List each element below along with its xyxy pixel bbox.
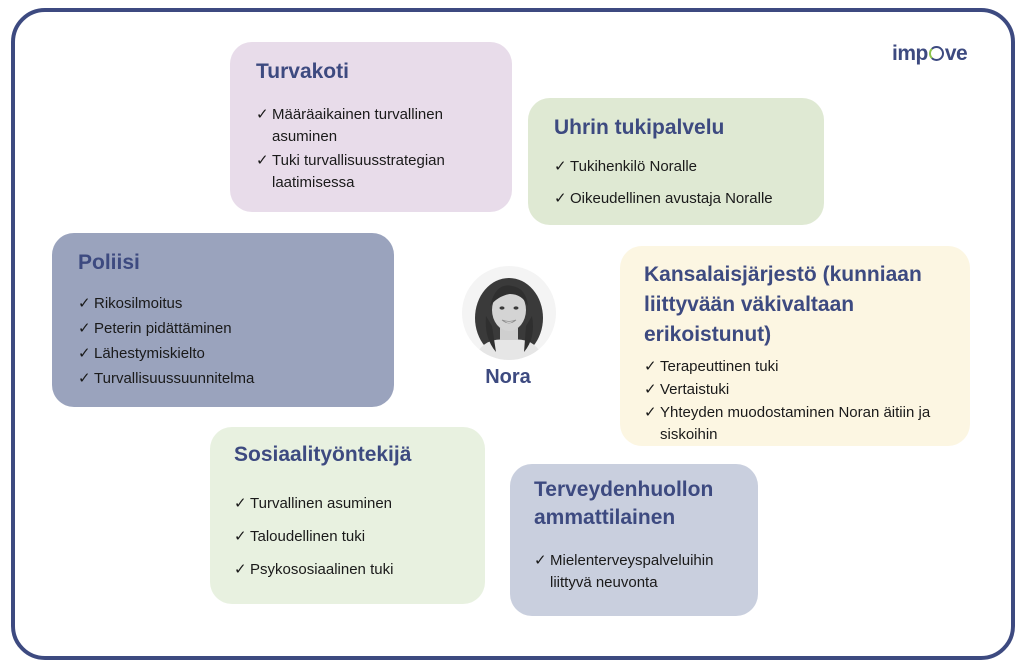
nora-avatar: [462, 266, 556, 360]
check-icon: ✓: [234, 495, 247, 512]
check-icon: ✓: [554, 190, 567, 207]
check-icon: ✓: [554, 158, 567, 175]
list-item: ✓ Terapeuttinen tuki: [644, 356, 958, 378]
card-poliisi: [52, 233, 394, 407]
list-item: ✓ Määräaikainen turvallinen asuminen: [256, 106, 443, 145]
list-item: ✓ Vertaistuki: [644, 379, 958, 401]
list-item: ✓ Oikeudellinen avustaja Noralle: [554, 188, 808, 210]
check-icon: ✓: [256, 152, 269, 169]
list-item: ✓ Yhteyden muodostaminen Noran äitiin ja siskoihin: [644, 404, 931, 443]
improve-logo: imp ve: [892, 42, 968, 65]
list-item: ✓ Turvallinen asuminen: [234, 493, 469, 515]
list-item: ✓ Tuki turvallisuusstrategian laatimisessa: [256, 152, 445, 191]
check-icon: ✓: [234, 528, 247, 545]
card-kansalaisjarjesto: [620, 246, 970, 446]
portrait-image: [462, 266, 556, 360]
check-icon: ✓: [78, 345, 91, 362]
card-sosiaalityontekija: [210, 427, 485, 604]
card-title: Sosiaalityöntekijä: [234, 443, 412, 466]
list-item: ✓ Taloudellinen tuki: [234, 526, 469, 548]
card-title: Turvakoti: [256, 60, 349, 83]
card-title: Poliisi: [78, 251, 140, 274]
list-item: ✓ Lähestymiskielto: [78, 343, 378, 365]
check-icon: ✓: [78, 370, 91, 387]
card-turvakoti: [230, 42, 512, 212]
check-icon: ✓: [534, 552, 547, 569]
card-title: Uhrin tukipalvelu: [554, 116, 725, 139]
list-item: ✓ Turvallisuussuunnitelma: [78, 368, 378, 390]
list-item: ✓ Mielenterveyspalveluihin liittyvä neuvonta: [534, 552, 714, 591]
check-icon: ✓: [644, 404, 657, 421]
check-icon: ✓: [78, 320, 91, 337]
card-uhrin-tukipalvelu: [528, 98, 824, 225]
list-item: ✓ Tukihenkilö Noralle: [554, 156, 808, 178]
check-icon: ✓: [644, 381, 657, 398]
card-title: Terveydenhuollon ammattilainen: [534, 478, 714, 529]
check-icon: ✓: [644, 358, 657, 375]
check-icon: ✓: [78, 295, 91, 312]
check-icon: ✓: [256, 106, 269, 123]
center-name: Nora: [485, 366, 531, 388]
list-item: ✓ Rikosilmoitus: [78, 293, 378, 315]
list-item: ✓ Peterin pidättäminen: [78, 318, 378, 340]
card-title: Kansalaisjärjestö (kunniaan liittyvään väkivaltaan erikoistunut): [644, 263, 922, 346]
check-icon: ✓: [234, 561, 247, 578]
card-terveydenhuolto: [510, 464, 758, 616]
list-item: ✓ Psykososiaalinen tuki: [234, 559, 469, 581]
